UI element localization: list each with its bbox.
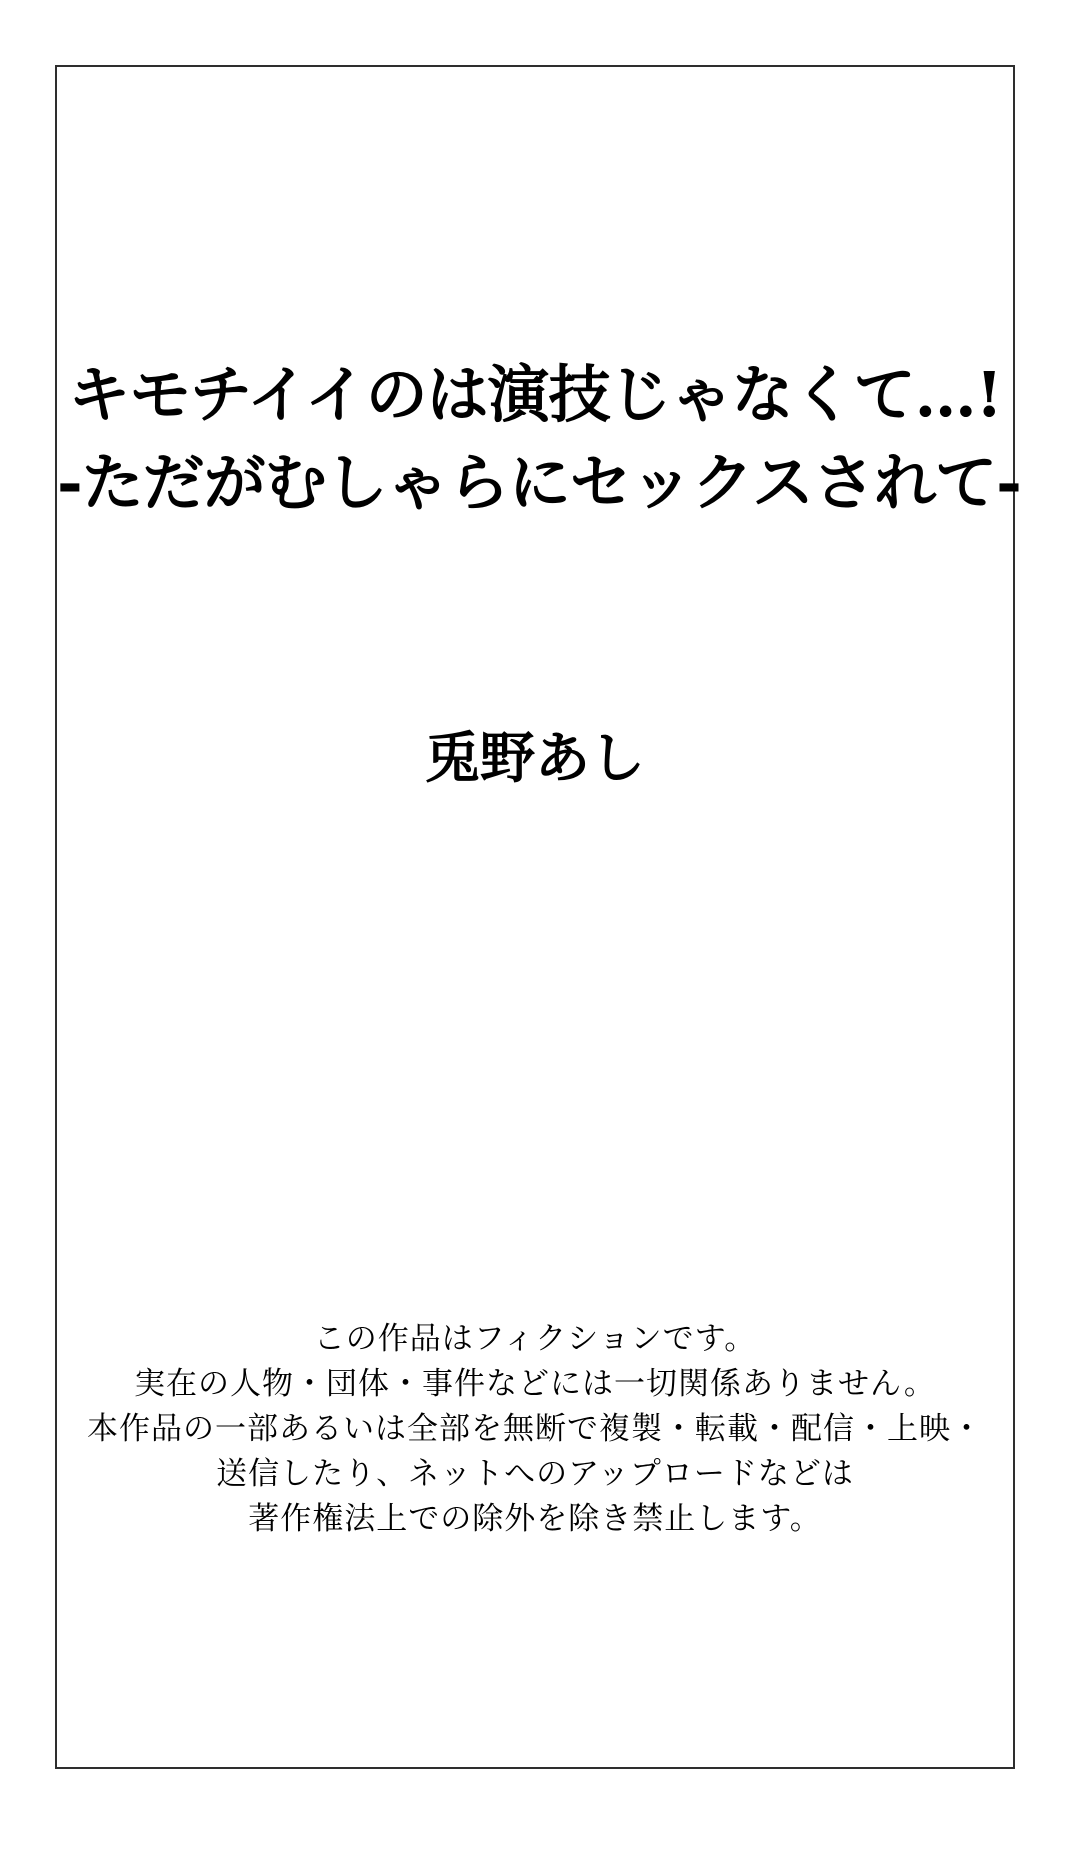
disclaimer-line-1: この作品はフィクションです。: [313, 1321, 757, 1356]
book-title: [57, 351, 1021, 527]
disclaimer-line-5: 著作権法上での除外を除き禁止します。: [248, 1501, 822, 1536]
book-title-line1: キモチイイのは演技じゃなくて…!: [68, 358, 1002, 431]
disclaimer-line-4: 送信したり、ネットへのアップロードなどは: [216, 1456, 854, 1491]
disclaimer-line-2: 実在の人物・団体・事件などには一切関係ありません。: [134, 1366, 936, 1401]
disclaimer-line-3: 本作品の一部あるいは全部を無断で複製・転載・配信・上映・: [87, 1411, 983, 1446]
disclaimer: [57, 1316, 1013, 1541]
book-title-line2: -ただがむしゃらにセックスされて-: [57, 446, 1021, 519]
page-border-frame: [55, 65, 1021, 1769]
author-name: 兎野あし: [424, 725, 645, 790]
